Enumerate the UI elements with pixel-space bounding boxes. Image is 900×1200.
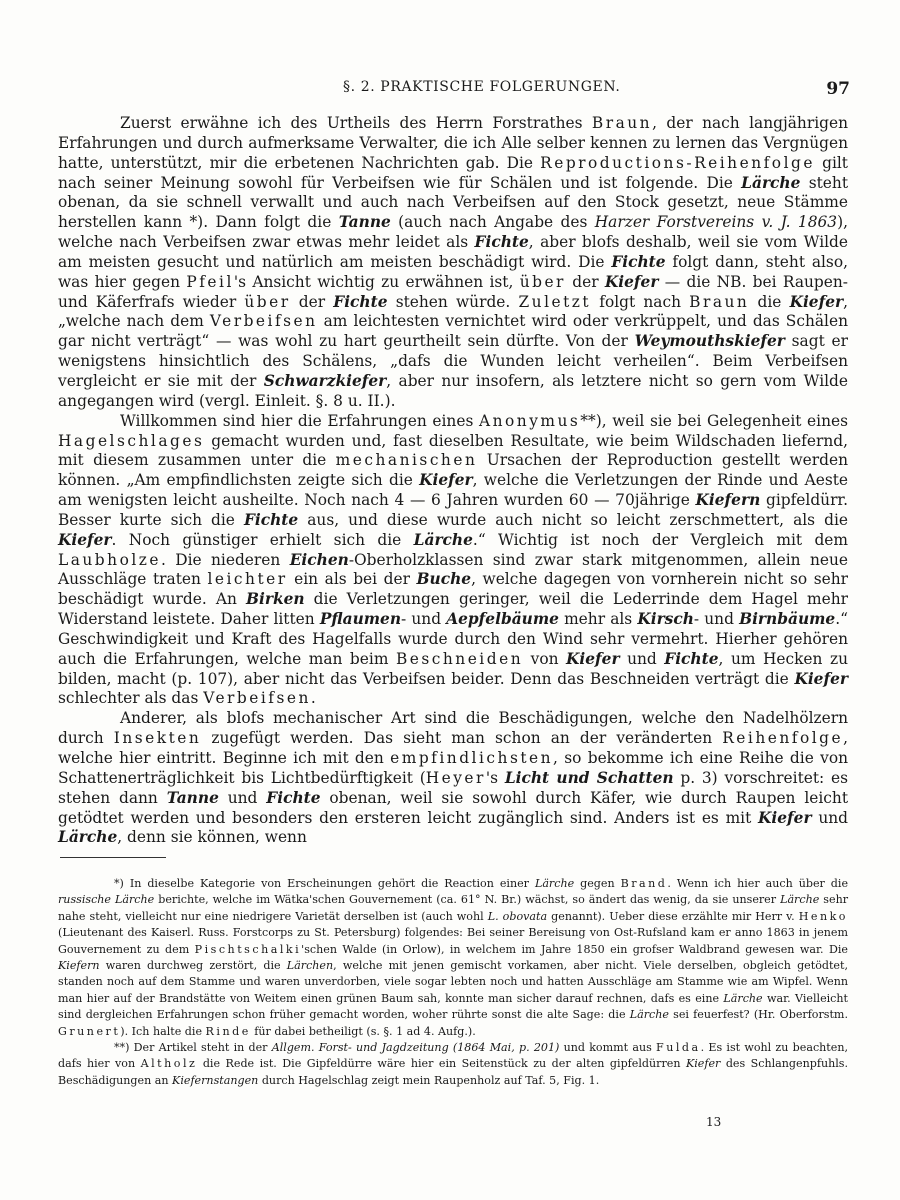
text-run: des Schlangenpfuhls. Beschädigungen an bbox=[58, 1057, 848, 1087]
emphasis-text: Heyer bbox=[425, 768, 486, 787]
text-run: ). Ich halte die bbox=[120, 1024, 206, 1038]
text-run: aus, und diese wurde auch nicht so leicht zerschmettert, als die bbox=[298, 510, 848, 529]
text-run: Anderer, als blofs mechanischer Art sind die Beschädigungen, welche den Nadelhölzern durch bbox=[58, 709, 848, 748]
text-run: zugefügt werden. Das sieht man schon an der veränderten bbox=[201, 729, 723, 748]
emphasis-text: mechanischen bbox=[335, 451, 478, 470]
text-run: gemacht wurden und, fast dieselben Resultate, wie beim Wildschaden liefernd, mit diesem zusammen unter die bbox=[58, 431, 848, 470]
text-run: für dabei betheiligt (s. §. 1 ad 4. Aufg.). bbox=[250, 1024, 476, 1038]
emphasis-text: Pflaumen bbox=[319, 610, 402, 629]
emphasis-text: Kiefer bbox=[604, 272, 659, 291]
text-run: sei feuerfest? (Hr. Oberforstm. bbox=[668, 1008, 848, 1022]
text-run: 'schen Walde (in Orlow), in welchem im Jahre 1850 ein grofser Waldbrand gewesen war. Die bbox=[301, 942, 848, 956]
text-run: , welche die Verletzungen der Rinde und Aeste am wenigsten leicht ausheilte. Noch nach 4 — 6 Jahren wurden 60 — 70jährige bbox=[58, 471, 849, 510]
text-run: . Die niederen bbox=[160, 550, 290, 569]
emphasis-text: Braun bbox=[591, 114, 653, 132]
page-header bbox=[60, 79, 850, 103]
paragraph bbox=[58, 412, 848, 710]
text-run: .“ Wichtig ist noch der Vergleich mit dem bbox=[472, 530, 848, 549]
text-run: . Es ist wohl zu beachten, dafs hier von bbox=[58, 1041, 848, 1071]
emphasis-text: Fulda bbox=[656, 1041, 701, 1055]
emphasis-text: Birnbäume bbox=[739, 610, 836, 629]
emphasis-text: Laubholze bbox=[58, 550, 161, 569]
paragraph bbox=[58, 709, 848, 848]
text-run: am leichtesten vernichtet wird oder verkrüppelt, und das Schälen gar nicht verträgt“ — was wohl zu hart geurtheilt sein dürfte. Von der bbox=[58, 312, 849, 351]
text-run: 's bbox=[485, 768, 505, 787]
emphasis-text: Allgem. Forst- und Jagdzeitung (1864 Mai, p. 201) bbox=[271, 1041, 560, 1055]
text-run: . Wenn ich hier auch über die bbox=[667, 877, 849, 890]
emphasis-text: Kiefer bbox=[419, 471, 473, 490]
emphasis-text: Fichte bbox=[664, 649, 719, 668]
text-run: der bbox=[290, 292, 334, 311]
text-run: -Oberholzklassen sind zwar stark mitgenommen, allein neue Ausschläge traten bbox=[58, 550, 848, 589]
paragraph bbox=[58, 114, 848, 412]
emphasis-text: Grunert bbox=[58, 1024, 121, 1038]
text-run: , welche dagegen von vornherein nicht so sehr beschädigt wurde. An bbox=[58, 570, 848, 609]
text-run: p. 3) vorschreitet: es stehen dann bbox=[58, 768, 849, 807]
emphasis-text: Fichte bbox=[611, 252, 666, 271]
text-run: Willkommen sind hier die Erfahrungen eines bbox=[120, 411, 479, 430]
text-run: , aber blofs deshalb, weil sie vom Wilde am meisten gesucht und natürlich am meisten beschädigt wird. Die bbox=[58, 233, 849, 271]
text-run: gipfeldürr. Besser kurte sich die bbox=[58, 491, 848, 529]
emphasis-text: Weymouthskiefer bbox=[634, 332, 785, 351]
footnote bbox=[58, 1040, 848, 1089]
text-run: , „welche nach dem bbox=[58, 292, 849, 331]
emphasis-text: Kiefern bbox=[695, 491, 761, 510]
text-run: folgt nach bbox=[591, 292, 690, 311]
emphasis-text: Birken bbox=[245, 590, 305, 609]
emphasis-text: Schwarzkiefer bbox=[263, 371, 387, 390]
emphasis-text: über bbox=[519, 272, 566, 291]
emphasis-text: Aepfelbäume bbox=[446, 610, 559, 629]
emphasis-text: Fichte bbox=[333, 292, 388, 311]
emphasis-text: Pischtschalki bbox=[194, 942, 302, 956]
text-run: steht obenan, da sie schnell verwallt und auch nach Verbeifsen auf den Stock gesetzt, neue Stämme herstellen kann *). Dann folgt die bbox=[58, 173, 848, 232]
running-title: §. 2. PRAKTISCHE FOLGERUNGEN. bbox=[343, 79, 621, 95]
text-run: und bbox=[619, 649, 665, 668]
printer-signature: 13 bbox=[706, 1115, 722, 1129]
emphasis-text: L. obovata bbox=[487, 909, 548, 923]
emphasis-text: Kiefer bbox=[685, 1057, 721, 1071]
text-run: von bbox=[523, 649, 567, 668]
footnotes bbox=[58, 876, 848, 1089]
emphasis-text: Lärche bbox=[741, 173, 801, 192]
emphasis-text: russische Lärche bbox=[58, 893, 155, 907]
emphasis-text: Kiefer bbox=[566, 649, 620, 668]
emphasis-text: Kiefer bbox=[58, 530, 112, 549]
emphasis-text: Fichte bbox=[243, 510, 299, 529]
text-run: sehr nahe steht, vielleicht nur eine niedrigere Varietät derselben ist (auch wohl bbox=[58, 893, 849, 923]
text-run: und bbox=[218, 788, 267, 807]
page-number: 97 bbox=[826, 79, 850, 99]
emphasis-text: Henko bbox=[798, 909, 848, 923]
emphasis-text: Harzer Forstvereins v. J. 1863 bbox=[594, 213, 838, 232]
emphasis-text: Lärche bbox=[629, 1008, 669, 1022]
text-run: obenan, weil sie sowohl durch Käfer, wie durch Raupen leicht getödtet werden und besonders den ersteren leicht zugänglich sind. Anders ist es mit bbox=[58, 788, 849, 827]
emphasis-text: Hagelschlages bbox=[58, 431, 205, 450]
emphasis-text: Buche bbox=[416, 570, 472, 589]
emphasis-text: Kiefer bbox=[758, 808, 812, 827]
footnote bbox=[58, 876, 848, 1040]
text-run: , welche mit jenen gemischt vorkamen, aber nicht. Viele derselben, obgleich getödtet, standen noch auf dem Stamme und waren unverdorben, viele sogar lebten noch und hatten Ausschläge am Stamme wie am Wipfel. Wenn man hier auf der Brandstätte von Weitem einen grünen Baum sah, konnte man sicher darauf rechnen, dafs es eine bbox=[58, 959, 848, 1005]
emphasis-text: leichter bbox=[207, 570, 288, 589]
text-run: . Noch günstiger erhielt sich die bbox=[111, 530, 414, 549]
emphasis-text: Eichen bbox=[289, 550, 349, 569]
text-run: die bbox=[749, 292, 790, 311]
text-run: 's Ansicht wichtig zu erwähnen ist, bbox=[233, 272, 520, 291]
text-run: gegen bbox=[574, 877, 621, 890]
emphasis-text: Altholz bbox=[140, 1057, 198, 1071]
text-run: ein als bei der bbox=[287, 570, 417, 589]
text-run: schlechter als das bbox=[58, 689, 204, 708]
text-run: und bbox=[811, 808, 848, 827]
emphasis-text: Lärchen bbox=[286, 959, 334, 973]
text-run: . bbox=[310, 689, 316, 708]
text-run: ), welche nach Verbeifsen zwar etwas mehr leidet als bbox=[58, 213, 848, 252]
emphasis-text: Fichte bbox=[474, 233, 529, 252]
text-run: , um Hecken zu bilden, macht (p. 107), aber nicht das Verbeifsen beider. Denn das Beschneiden verträgt die bbox=[58, 649, 848, 688]
emphasis-text: Reproductions-Reihenfolge bbox=[540, 153, 815, 172]
emphasis-text: Zuletzt bbox=[518, 292, 592, 311]
emphasis-text: Insekten bbox=[113, 729, 202, 748]
text-run: *) In dieselbe Kategorie von Erscheinungen gehört die Reaction einer bbox=[114, 877, 535, 890]
emphasis-text: Kiefern bbox=[58, 959, 100, 973]
text-run: der bbox=[565, 272, 605, 291]
emphasis-text: Tanne bbox=[166, 788, 219, 807]
emphasis-text: Lärche bbox=[780, 893, 820, 907]
emphasis-text: Kiefer bbox=[789, 292, 844, 311]
emphasis-text: Rinde bbox=[205, 1024, 251, 1038]
text-run: - und bbox=[693, 610, 740, 629]
text-run: und kommt aus bbox=[559, 1041, 657, 1055]
footnote-divider bbox=[60, 857, 166, 858]
emphasis-text: empfindlichsten bbox=[390, 749, 554, 767]
emphasis-text: Braun bbox=[689, 292, 750, 311]
text-run: .“ Geschwindigkeit und Kraft des Hagelfalls wurde durch den Wind sehr vermehrt. Hierher gehören auch die Erfahrungen, welche man beim bbox=[58, 610, 848, 668]
emphasis-text: Beschneiden bbox=[395, 649, 524, 668]
text-run: , aber nur insofern, als letztere nicht so gern vom Wilde angegangen wird (vergl. Einleit. §. 8 u. II.). bbox=[58, 371, 848, 410]
emphasis-text: Fichte bbox=[266, 788, 321, 807]
emphasis-text: Licht und Schatten bbox=[504, 768, 674, 787]
text-run: **), weil sie bei Gelegenheit eines bbox=[580, 411, 848, 430]
emphasis-text: über bbox=[244, 292, 291, 311]
text-run: (auch nach Angabe des bbox=[390, 213, 595, 232]
text-run: - und bbox=[401, 610, 447, 629]
text-run: die Rede ist. Die Gipfeldürre wäre hier ein Seitenstück zu der alten gipfeldürren bbox=[197, 1057, 686, 1071]
text-run: mehr als bbox=[558, 610, 638, 629]
text-run: genannt). Ueber diese erzählte mir Herr v. bbox=[547, 909, 799, 923]
emphasis-text: Pfeil bbox=[186, 272, 234, 291]
emphasis-text: Lärche bbox=[534, 877, 575, 890]
emphasis-text: Lärche bbox=[723, 991, 763, 1005]
emphasis-text: Verbeifsen bbox=[209, 312, 318, 331]
emphasis-text: Kiefer bbox=[794, 669, 848, 688]
text-run: durch Hagelschlag zeigt mein Raupenholz auf Taf. 5, Fig. 1. bbox=[258, 1073, 600, 1087]
emphasis-text: Verbeifsen bbox=[203, 689, 311, 708]
text-run: waren durchweg zerstört, die bbox=[99, 959, 287, 973]
emphasis-text: Lärche bbox=[413, 530, 473, 549]
emphasis-text: Brand bbox=[620, 877, 668, 890]
emphasis-text: Kirsch bbox=[637, 610, 694, 629]
text-run: (Lieutenant des Kaiserl. Russ. Forstcorps zu St. Petersburg) folgendes: Bei seiner Bereisung von Ost-Rufsland kam er anno 1863 in jenem Gouvernement zu dem bbox=[58, 926, 848, 956]
emphasis-text: Anonymus bbox=[478, 411, 581, 430]
text-run: , welche hier eintritt. Beginne ich mit den bbox=[58, 729, 849, 767]
text-run: folgt dann, steht also, was hier gegen bbox=[58, 252, 848, 291]
body-text bbox=[58, 114, 848, 848]
text-run: , denn sie können, wenn bbox=[117, 828, 307, 847]
emphasis-text: Kiefernstangen bbox=[172, 1073, 259, 1087]
text-run: sagt er wenigstens hinsichtlich des Schälens, „dafs die Wunden leicht verheilen“. Beim Verbeifsen vergleicht er sie mit der bbox=[58, 332, 848, 390]
text-run: war. Vielleicht sind dergleichen Erfahrungen schon früher gemacht worden, woher rührte sonst die alte Sage: die bbox=[58, 991, 848, 1022]
text-run: Ursachen der Reproduction gestellt werden können. „Am empfindlichsten zeigte sich die bbox=[58, 451, 848, 490]
text-run: berichte, welche im Wätka'schen Gouvernement (ca. 61° N. Br.) wächst, so ändert das wenig, da sie unserer bbox=[154, 893, 781, 907]
emphasis-text: Lärche bbox=[58, 828, 118, 847]
text-run: Zuerst erwähne ich des Urtheils des Herrn Forstrathes bbox=[120, 114, 592, 132]
text-run: **) Der Artikel steht in der bbox=[114, 1041, 272, 1055]
emphasis-text: Tanne bbox=[338, 213, 391, 232]
text-run: stehen würde. bbox=[387, 292, 519, 311]
text-run: , so bekomme ich eine Reihe die von Schattenerträglichkeit bis Lichtbedürftigkeit ( bbox=[58, 749, 848, 787]
text-run: gilt nach seiner Meinung sowohl für Verbeifsen wie für Schälen und ist folgende. Die bbox=[58, 153, 848, 192]
text-run: , der nach langjährigen Erfahrungen und durch aufmerksame Verwalter, die ich Alle selber kennen zu lernen das Vergnügen hatte, unterstützt, mir die erbetenen Nachrichten gab. Die bbox=[58, 114, 848, 172]
text-run: — die NB. bei Raupen- und Käferfrafs wieder bbox=[58, 272, 848, 311]
emphasis-text: Reihenfolge bbox=[722, 729, 844, 748]
text-run: die Verletzungen geringer, weil die Lederrinde dem Hagel mehr Widerstand leistete. Daher litten bbox=[58, 590, 848, 629]
